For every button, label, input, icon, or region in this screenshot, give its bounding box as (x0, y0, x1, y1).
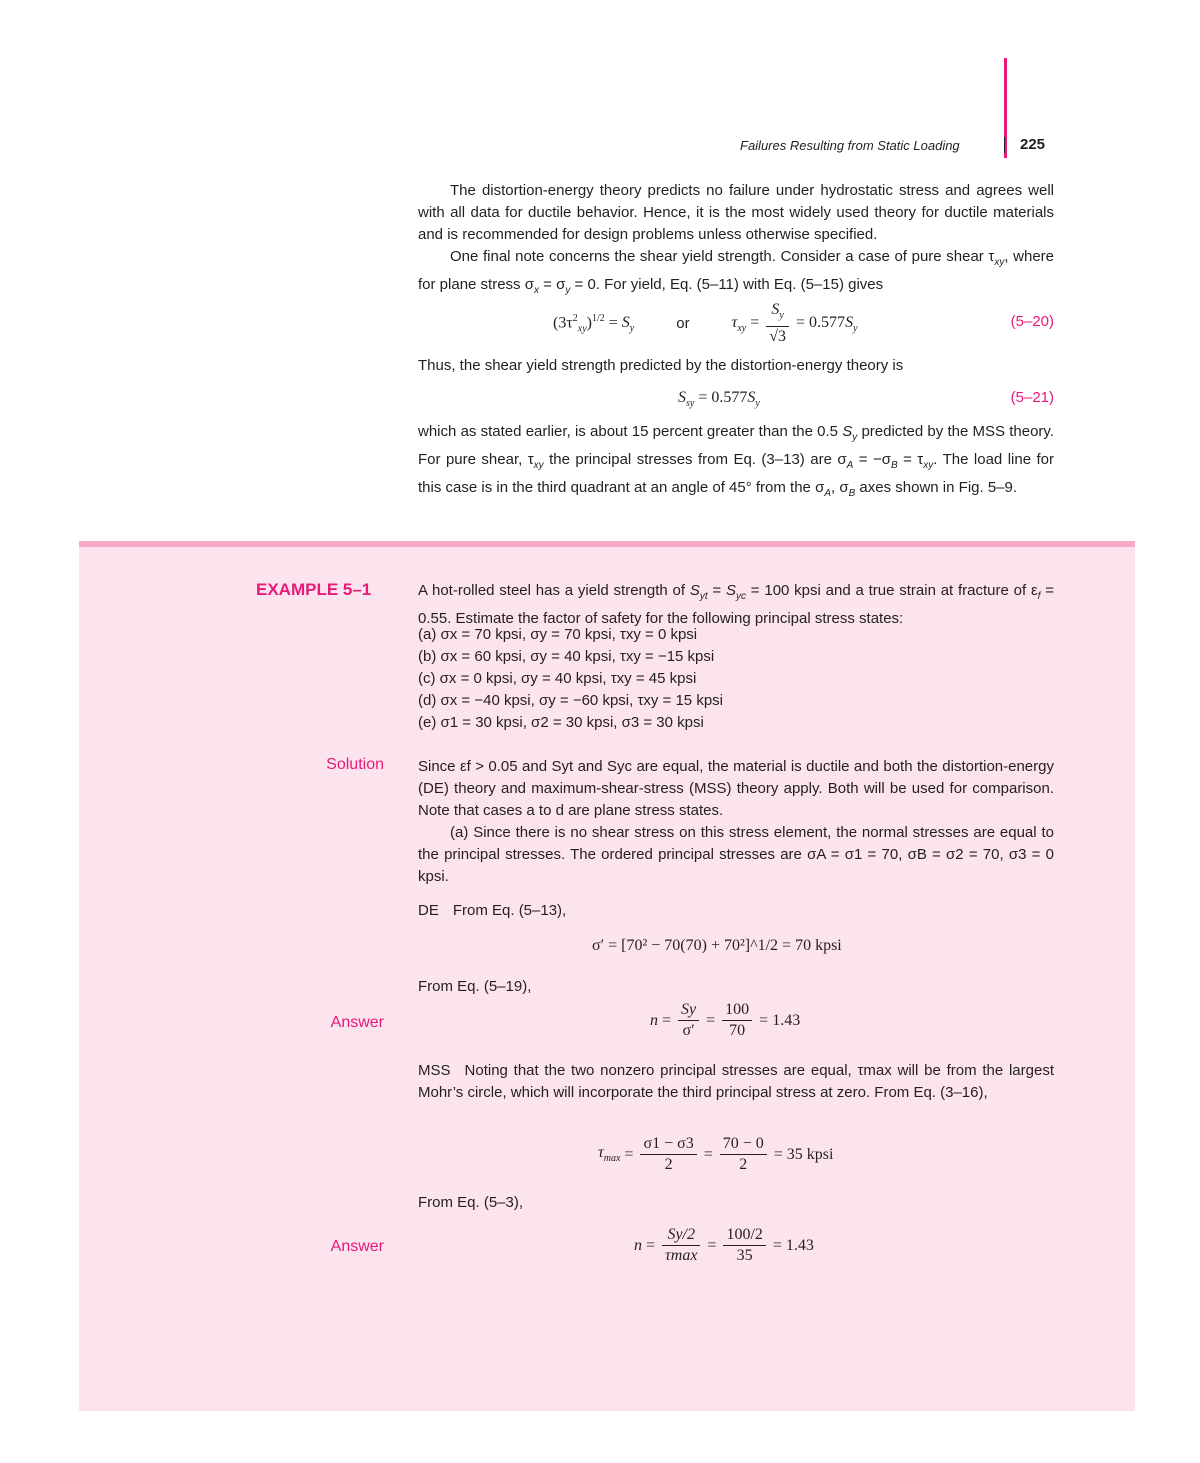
answer-label-1: Answer (330, 1014, 384, 1031)
equation-5-20: $(3\tau^2_{xy})^{1/2} = S_y$ or $\tau_{xy}$ = $\frac{S_y}{√3}$ = $0.577S_y$ (553, 301, 858, 346)
equation-n-mss: n = $\frac{Sy/2}{\tau\max}$ = $\frac{100/2}{35}$ = 1.43 (634, 1226, 814, 1264)
de-line: DE From Eq. (5–13), (418, 902, 567, 919)
from-eq-5-3: From Eq. (5–3), (418, 1194, 524, 1211)
equation-number-5-21: (5–21) (1010, 389, 1054, 406)
equation-n-de: n = $\frac{Sy}{\sigma'}$ = $\frac{100}{70}$ = 1.43 (650, 1001, 801, 1039)
equation-5-21: $S_{sy} = 0.577S_y$ (678, 389, 760, 410)
intro-paragraph-1: The distortion-energy theory predicts no failure under hydrostatic stress and agrees well with all data for ductile behavior. Hence, it is the most widely used theory for ductile materials and is recommended for design problems unless otherwise specified. (418, 182, 1054, 243)
solution-label: Solution (326, 756, 384, 773)
example-label: EXAMPLE 5–1 (256, 580, 372, 599)
case-b: (b) σx = 60 kpsi, σy = 40 kpsi, τxy = −15 kpsi (418, 648, 715, 665)
example-statement: A hot-rolled steel has a yield strength of $S_{yt} = S_{yc} = 100$ kpsi and a true strain at fracture of $\varepsilon_f = 0.55$. Estimate the factor of safety for the following principal stress states: (418, 582, 1054, 627)
running-title: Failures Resulting from Static Loading (740, 138, 960, 153)
case-d: (d) σx = −40 kpsi, σy = −60 kpsi, τxy = 15 kpsi (418, 692, 723, 709)
solution-paragraph-1: Since εf > 0.05 and Syt and Syc are equal, the material is ductile and both the distortion-energy (DE) theory and maximum-shear-stress (MSS) theory apply. Both will be used for comparison. Note that cases a to d are plane stress states. (418, 758, 1054, 819)
intro-paragraph-3: Thus, the shear yield strength predicted by the distortion-energy theory is (418, 357, 904, 374)
from-eq-5-19: From Eq. (5–19), (418, 978, 532, 995)
case-e: (e) σ1 = 30 kpsi, σ2 = 30 kpsi, σ3 = 30 kpsi (418, 714, 704, 731)
case-c: (c) σx = 0 kpsi, σy = 40 kpsi, τxy = 45 kpsi (418, 670, 697, 687)
answer-label-2: Answer (330, 1238, 384, 1255)
header-divider (1004, 137, 1005, 153)
solution-paragraph-2: (a) Since there is no shear stress on this stress element, the normal stresses are equal to the principal stresses. The ordered principal stresses are σA = σ1 = 70, σB = σ2 = 70, σ3 = 0 kpsi. (418, 824, 1054, 885)
mss-paragraph: MSS Noting that the two nonzero principal stresses are equal, τmax will be from the largest Mohr’s circle, which will incorporate the third principal stress at zero. From Eq. (3–16), (418, 1062, 1054, 1101)
equation-tau-max: $\tau_{max}$ = $\frac{\sigma 1 - \sigma 3}{2}$ = $\frac{70 - 0}{2}$ = 35 kpsi (598, 1135, 834, 1173)
equation-number-5-20: (5–20) (1010, 313, 1054, 330)
page-number: 225 (1020, 136, 1046, 153)
intro-paragraph-2: One final note concerns the shear yield strength. Consider a case of pure shear $\tau_{xy}$, where for plane stress $\sigma_x = \sigma_y = 0$. For yield, Eq. (5–11) with Eq. (5–15) gives (418, 248, 1054, 296)
example-cases (418, 624, 1054, 734)
case-a: (a) σx = 70 kpsi, σy = 70 kpsi, τxy = 0 kpsi (418, 626, 698, 643)
intro-paragraph-4: which as stated earlier, is about 15 percent greater than the 0.5 $S_y$ predicted by the MSS theory. For pure shear, $\tau_{xy}$ the principal stresses from Eq. (3–13) are $\sigma_A = -\sigma_B = \tau_{xy}$. The load line for this case is in the third quadrant at an angle of 45° from the $\sigma_A$, $\sigma_B$ axes shown in Fig. 5–9. (418, 423, 1054, 499)
equation-sigma-prime: σ′ = [70² − 70(70) + 70²]^1/2 = 70 kpsi (592, 937, 842, 954)
